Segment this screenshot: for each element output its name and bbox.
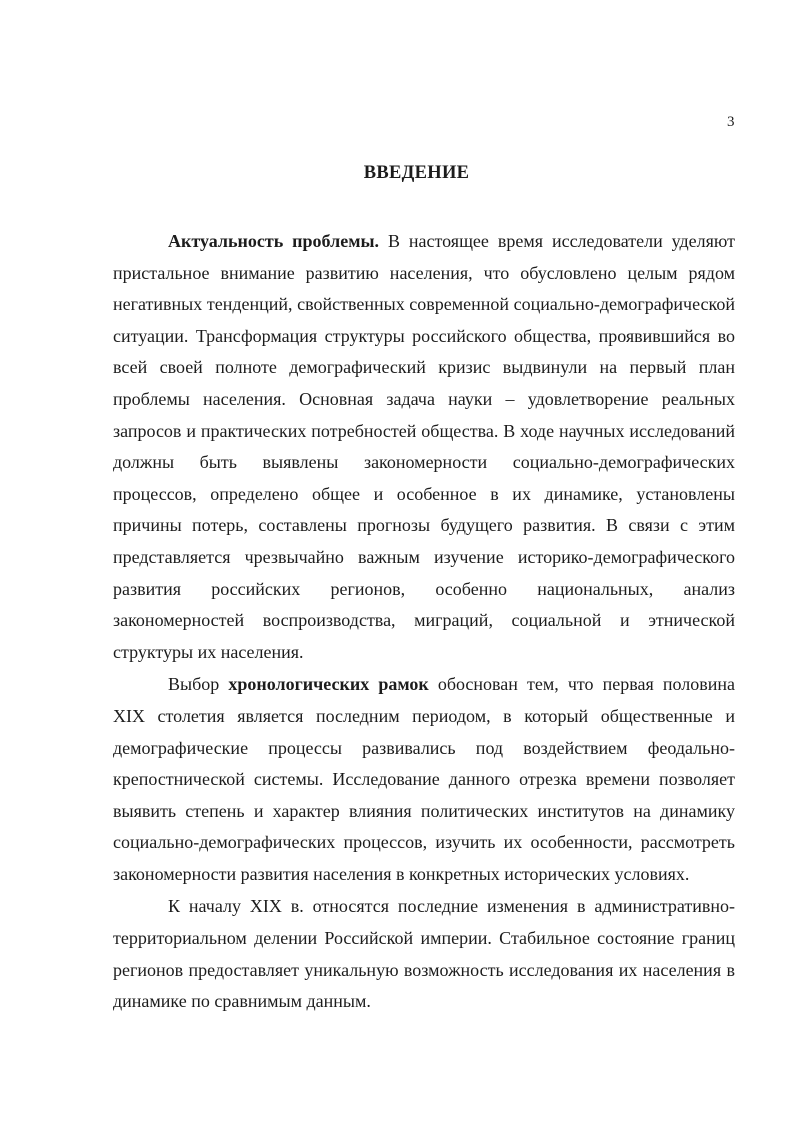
territory-text: К началу XIX в. относятся последние изменения в административно-территориальном делении Российской империи. Стабильное состояние границ регионов предоставляет уникальную возможность исследования их населения в динамике по сравнимым данным. [113, 896, 735, 1012]
relevance-lead: Актуальность проблемы. [168, 231, 380, 251]
chronology-prefix: Выбор [168, 674, 229, 695]
paragraph-relevance [113, 226, 735, 668]
chronology-term: хронологических рамок [228, 674, 429, 695]
paragraph-chronology [113, 669, 735, 890]
page-number: 3 [727, 114, 735, 130]
page-title: ВВЕДЕНИЕ [363, 163, 470, 183]
document-body [113, 226, 735, 1018]
paragraph-territory [113, 891, 735, 1017]
chronology-text: обоснован тем, что первая половина XIX столетия является последним периодом, в который общественные и демографические процессы развивались под воздействием феодально-крепостнической системы. Исследование данного отрезка времени позволяет выявить степень и характер влияния политических институтов на динамику социально-демографических процессов, изучить их особенности, рассмотреть закономерности развития населения в конкретных исторических условиях. [113, 674, 735, 884]
relevance-text: В настоящее время исследователи уделяют пристальное внимание развитию населения, что обусловлено целым рядом негативных тенденций, свойственных современной социально-демографической ситуации. Трансформация структуры российского общества, проявившийся во всей своей полноте демографический кризис выдвинули на первый план проблемы населения. Основная задача науки – удовлетворение реальных запросов и практических потребностей общества. В ходе научных исследований должны быть выявлены закономерности социально-демографических процессов, определено общее и особенное в их динамике, установлены причины потерь, составлены прогнозы будущего развития. В связи с этим представляется чрезвычайно важным изучение историко-демографического развития российских регионов, особенно национальных, анализ закономерностей воспроизводства, миграций, социальной и этнической структуры их населения. [113, 231, 735, 662]
